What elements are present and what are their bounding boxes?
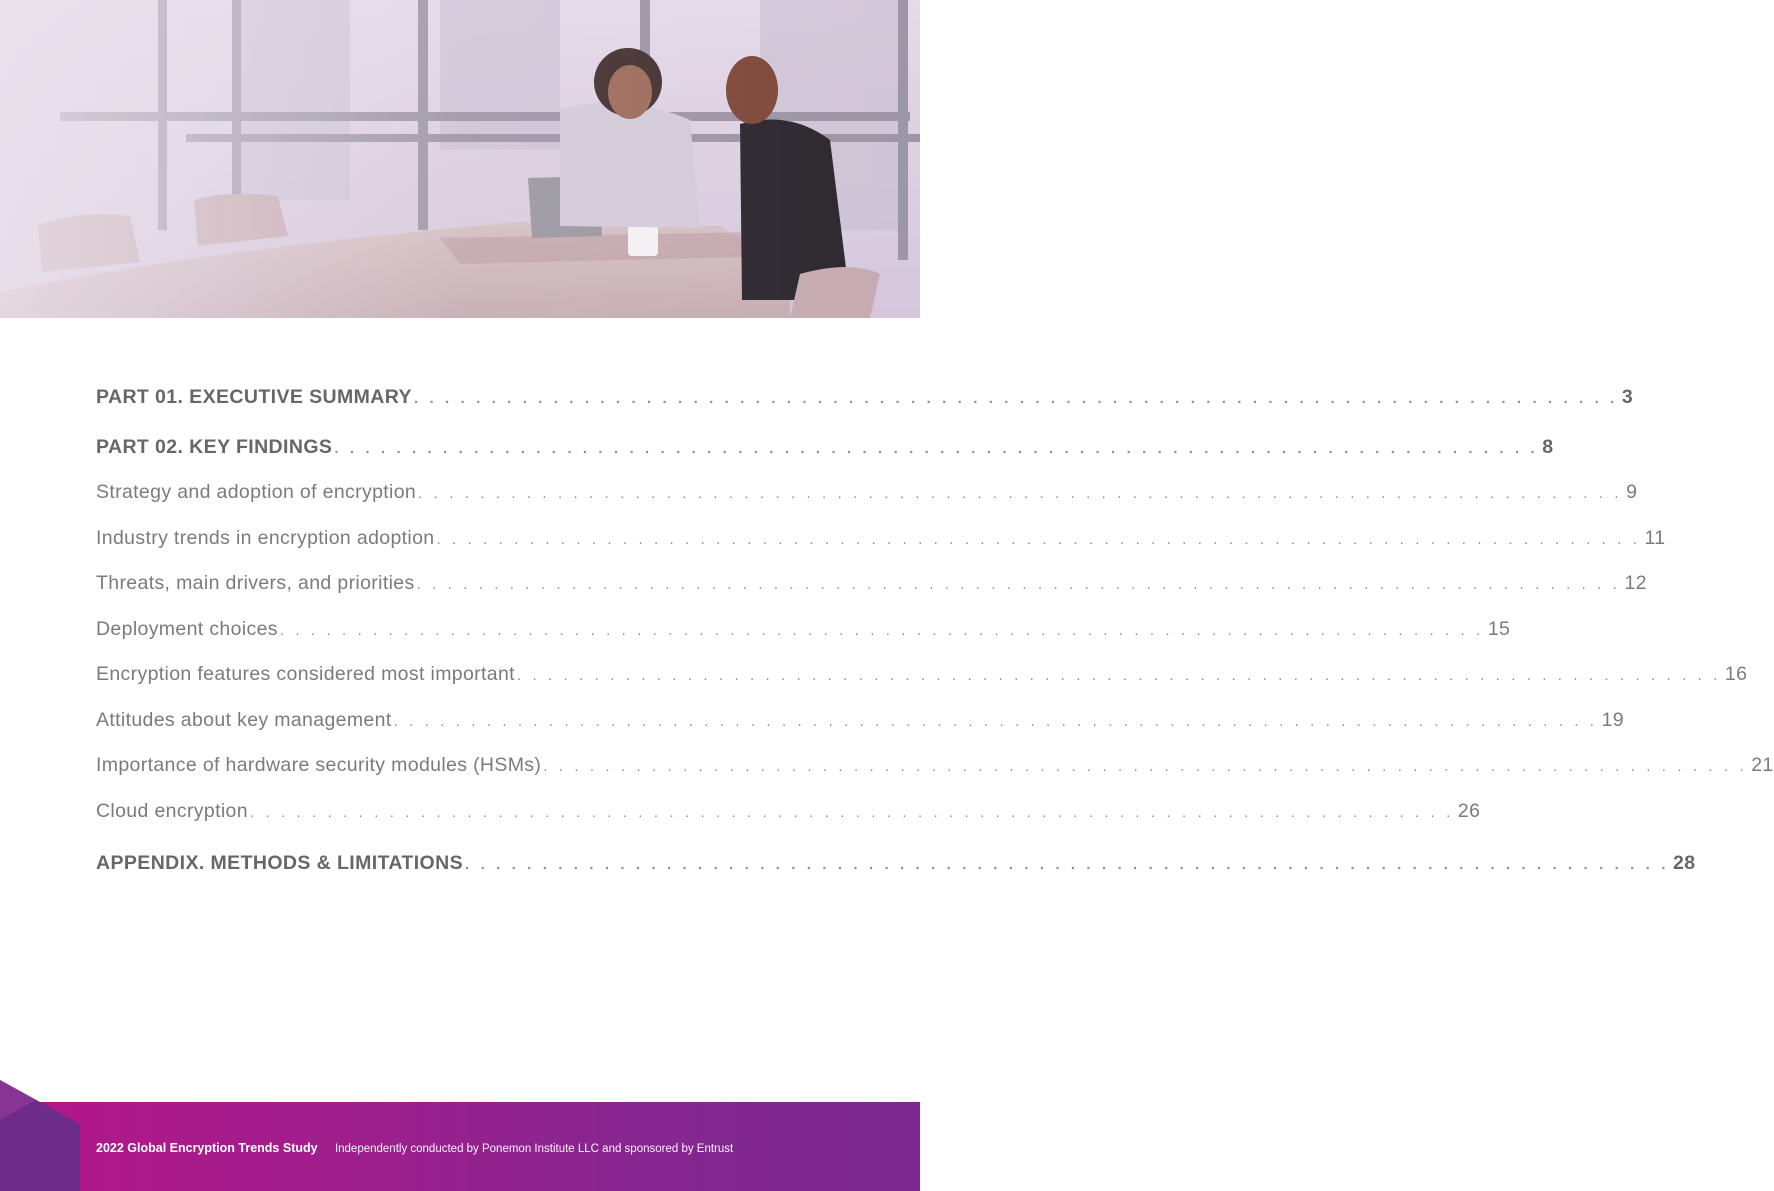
toc-item-label: PART 02. KEY FINDINGS [96,436,333,458]
toc-item-page: 28 [1673,851,1696,874]
toc-leader-dots: . . . . . . . . . . . . . . . . . . . . . . . . . . . . . . . . . . . . . . . . . . . . . . . . . . . . . . . . . . . . . . . . . . . . . . . . . . . . . . [393,712,1598,730]
toc-item-label: Cloud encryption [96,799,248,822]
toc-item-threats-drivers[interactable] [96,572,1647,596]
toc-item-industry-trends[interactable] [96,526,1666,551]
toc-item-deployment-choices[interactable] [96,617,1511,642]
toc-item-strategy-adoption[interactable] [96,481,1638,505]
toc-item-executive-summary[interactable] [96,386,1634,410]
toc-item-page: 9 [1626,481,1638,503]
toc-leader-dots: . . . . . . . . . . . . . . . . . . . . . . . . . . . . . . . . . . . . . . . . . . . . . . . . . . . . . . . . . . . . . . . . . . . . . . . . . . . . . . [249,803,1454,821]
toc-leader-dots: . . . . . . . . . . . . . . . . . . . . . . . . . . . . . . . . . . . . . . . . . . . . . . . . . . . . . . . . . . . . . . . . . . . . . . . . . . . . . . [465,855,1669,873]
toc-item-page: 19 [1601,708,1624,731]
footer-corner-shape-icon [0,1080,80,1191]
toc-item-page: 11 [1644,526,1666,549]
toc-item-label: APPENDIX. METHODS & LIMITATIONS [96,851,464,874]
table-of-contents [96,386,1774,876]
toc-item-label: Threats, main drivers, and priorities [96,572,415,594]
toc-item-cloud-encryption[interactable] [96,799,1481,824]
toc-leader-dots: . . . . . . . . . . . . . . . . . . . . . . . . . . . . . . . . . . . . . . . . . . . . . . . . . . . . . . . . . . . . . . . . . . . . . . . . . . . . . . [413,390,1618,407]
footer-study-title: 2022 Global Encryption Trends Study [96,1141,318,1155]
toc-leader-dots: . . . . . . . . . . . . . . . . . . . . . . . . . . . . . . . . . . . . . . . . . . . . . . . . . . . . . . . . . . . . . . . . . . . . . . . . . . . . . . [418,485,1623,502]
toc-leader-dots: . . . . . . . . . . . . . . . . . . . . . . . . . . . . . . . . . . . . . . . . . . . . . . . . . . . . . . . . . . . . . . . . . . . . . . . . . . . . . . [334,440,1539,457]
hero-photo [0,0,920,318]
toc-item-key-management[interactable] [96,708,1624,733]
toc-item-hsms[interactable] [96,754,1774,778]
toc-item-label: Attitudes about key management [96,708,392,731]
toc-item-encryption-features[interactable] [96,663,1748,687]
toc-item-page: 8 [1542,436,1554,458]
toc-item-label: Importance of hardware security modules (HSMs) [96,754,542,776]
toc-leader-dots: . . . . . . . . . . . . . . . . . . . . . . . . . . . . . . . . . . . . . . . . . . . . . . . . . . . . . . . . . . . . . . . . . . . . . . . . . . . . . . [436,530,1641,548]
toc-leader-dots: . . . . . . . . . . . . . . . . . . . . . . . . . . . . . . . . . . . . . . . . . . . . . . . . . . . . . . . . . . . . . . . . . . . . . . . . . . . . . . [516,667,1721,684]
toc-item-page: 26 [1457,799,1481,822]
toc-item-page: 21 [1751,754,1774,776]
toc-item-page: 12 [1624,572,1647,594]
toc-item-page: 3 [1621,386,1634,408]
toc-item-page: 16 [1724,663,1748,685]
toc-item-key-findings[interactable] [96,436,1554,460]
toc-item-label: PART 01. EXECUTIVE SUMMARY [96,386,412,408]
toc-leader-dots: . . . . . . . . . . . . . . . . . . . . . . . . . . . . . . . . . . . . . . . . . . . . . . . . . . . . . . . . . . . . . . . . . . . . . . . . . . . . . . [279,621,1484,639]
toc-leader-dots: . . . . . . . . . . . . . . . . . . . . . . . . . . . . . . . . . . . . . . . . . . . . . . . . . . . . . . . . . . . . . . . . . . . . . . . . . . . . . . [543,758,1748,775]
toc-item-label: Strategy and adoption of encryption [96,481,417,503]
toc-item-label: Industry trends in encryption adoption [96,526,435,549]
toc-item-page: 15 [1487,617,1511,640]
toc-leader-dots: . . . . . . . . . . . . . . . . . . . . . . . . . . . . . . . . . . . . . . . . . . . . . . . . . . . . . . . . . . . . . . . . . . . . . . . . . . . . . . [416,576,1621,593]
toc-item-label: Encryption features considered most important [96,663,515,685]
office-meeting-photo-icon [0,0,920,318]
toc-item-label: Deployment choices [96,617,278,640]
toc-item-appendix[interactable] [96,851,1696,876]
footer-credit: Independently conducted by Ponemon Institute LLC and sponsored by Entrust [334,1143,734,1155]
footer-text [96,1141,733,1155]
